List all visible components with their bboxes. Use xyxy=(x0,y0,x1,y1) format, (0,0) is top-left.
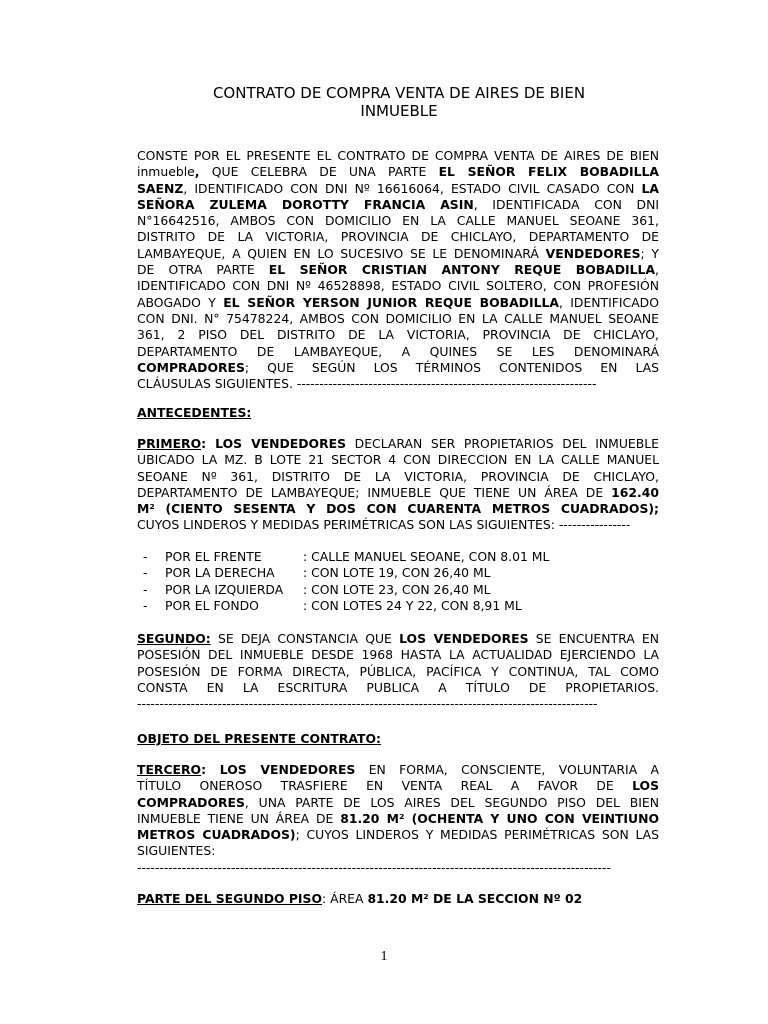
text-run: EL SEÑOR FELIX BOBADILLA xyxy=(438,164,659,180)
objeto-heading: OBJETO DEL PRESENTE CONTRATO: xyxy=(137,731,381,746)
text-run: DEPARTAMENTO DE LAMBAYEQUE; INMUEBLE QUE TIENE UN ÁREA DE xyxy=(137,484,612,500)
text-run: , xyxy=(655,262,659,278)
text-run: SEOANE Nº 361, DISTRITO DE LA VICTORIA, PROVINCIA DE CHICLAYO, xyxy=(137,468,659,484)
lindero-dash: - xyxy=(143,597,148,613)
lindero-item xyxy=(143,565,549,581)
text-line xyxy=(137,262,659,278)
text-line xyxy=(137,311,659,327)
text-run: PARTE DEL SEGUNDO PISO xyxy=(137,891,322,906)
lindero-label: POR EL FONDO xyxy=(165,597,259,613)
text-run: SEGUNDO: xyxy=(137,631,211,646)
intro-paragraph xyxy=(137,148,659,392)
text-line xyxy=(137,778,659,794)
text-run: , xyxy=(194,164,200,180)
lindero-dash: - xyxy=(143,549,148,564)
text-run: ; Y xyxy=(640,245,659,261)
document-title xyxy=(160,84,638,120)
text-run: : LOS VENDEDORES xyxy=(201,762,356,777)
text-line xyxy=(137,436,659,452)
text-run: CONSTA EN LA ESCRITURA PUBLICA A TÍTULO DE PROPIETARIOS. xyxy=(137,679,659,695)
lindero-label: POR EL FRENTE xyxy=(165,549,262,564)
text-run: LA xyxy=(641,180,659,196)
text-run: SEÑORA ZULEMA DOROTTY FRANCIA ASIN xyxy=(137,196,474,212)
text-line xyxy=(137,376,659,392)
lindero-label: POR LA DERECHA xyxy=(165,565,275,581)
page-number: 1 xyxy=(380,949,388,964)
text-run: : LOS VENDEDORES xyxy=(201,436,346,451)
lindero-value: : CON LOTE 23, CON 26,40 ML xyxy=(303,581,491,597)
text-run: POSESIÓN DEL INMUEBLE DESDE 1968 HASTA LA ACTUALIDAD EJERCIENDO LA xyxy=(137,647,659,663)
text-run: SIGUIENTES: xyxy=(137,843,216,859)
text-run: ; QUE SEGÚN LOS TÉRMINOS CONTENIDOS EN LAS xyxy=(244,359,659,375)
text-line xyxy=(137,631,659,647)
text-run: CUYOS LINDEROS Y MEDIDAS PERIMÉTRICAS SON LAS SIGUIENTES: ---------------- xyxy=(137,517,631,533)
text-run: N°16642516, AMBOS CON DOMICILIO EN LA CALLE MANUEL SEOANE 361, xyxy=(137,213,659,229)
text-run: , IDENTIFICADO CON DNI Nº 16616064, ESTADO CIVIL CASADO CON xyxy=(183,180,642,196)
text-run: TÍTULO ONEROSO TRASFIERE EN VENTA REAL A FAVOR DE xyxy=(137,778,633,794)
text-line xyxy=(137,811,659,827)
text-run: M² (CIENTO SESENTA Y DOS CON CUARENTA METROS CUADRADOS); xyxy=(137,501,659,517)
text-line xyxy=(137,860,659,876)
antecedentes-heading: ANTECEDENTES: xyxy=(137,405,252,420)
text-line xyxy=(137,501,659,517)
text-line xyxy=(137,229,659,245)
text-run: PRIMERO xyxy=(137,436,202,451)
text-run: LAMBAYEQUE, A QUIEN EN LO SUCESIVO SE LE DENOMINARÁ xyxy=(137,245,546,261)
text-run: LOS VENDEDORES xyxy=(399,631,529,646)
text-run: inmueble xyxy=(137,164,195,180)
lindero-value: : CALLE MANUEL SEOANE, CON 8.01 ML xyxy=(303,549,550,564)
text-run: ---------------------------------------------------------------------------------------------------------- xyxy=(137,859,611,875)
text-run: 81.20 M² DE LA SECCION Nº 02 xyxy=(367,891,583,906)
lindero-item xyxy=(143,598,549,614)
text-run: 162.40 xyxy=(611,484,659,500)
text-line xyxy=(137,164,659,180)
text-line xyxy=(137,680,659,696)
text-line xyxy=(137,181,659,197)
text-run: UBICADO LA MZ. B LOTE 21 SECTOR 4 CON DIRECCION EN LA CALLE MANUEL xyxy=(137,452,659,468)
text-line xyxy=(137,485,659,501)
text-run: , IDENTIFICADO xyxy=(558,294,659,310)
text-line xyxy=(137,213,659,229)
text-run: EN FORMA, CONSCIENTE, VOLUNTARIA A xyxy=(355,762,659,777)
text-run: TERCERO xyxy=(137,762,202,777)
lindero-label: POR LA IZQUIERDA xyxy=(165,581,284,597)
text-run: IDENTIFICADO CON DNI Nº 46528898, ESTADO CIVIL SOLTERO, CON PROFESIÓN xyxy=(137,278,659,294)
text-line xyxy=(137,795,659,811)
lindero-value: : CON LOTE 19, CON 26,40 ML xyxy=(303,565,491,581)
parte-segundo-piso xyxy=(137,891,659,907)
text-run: COMPRADORES xyxy=(137,794,245,810)
text-run: METROS CUADRADOS) xyxy=(137,827,296,843)
lindero-dash: - xyxy=(143,565,148,581)
lindero-value: : CON LOTES 24 Y 22, CON 8,91 ML xyxy=(303,597,522,613)
text-line xyxy=(137,452,659,468)
text-line xyxy=(137,517,659,533)
text-run: SE ENCUENTRA EN xyxy=(528,631,659,646)
text-run: SE DEJA CONSTANCIA QUE xyxy=(210,631,400,646)
linderos-list xyxy=(143,549,549,614)
text-run: COMPRADORES xyxy=(137,359,245,375)
text-run: ; CUYOS LINDEROS Y MEDIDAS PERIMÉTRICAS SON LAS xyxy=(295,827,660,843)
text-run: LOS xyxy=(632,778,659,794)
text-run: : ÁREA xyxy=(321,891,368,906)
title-line-1: CONTRATO DE COMPRA VENTA DE AIRES DE BIEN xyxy=(212,84,586,102)
text-run: SAENZ xyxy=(137,180,184,196)
text-run: 81.20 M² (OCHENTA Y UNO CON VEINTIUNO xyxy=(340,810,660,826)
text-line xyxy=(137,664,659,680)
text-line xyxy=(137,843,659,859)
text-run: INMUEBLE TIENE UN ÁREA DE xyxy=(137,810,341,826)
text-run: CON DNI. N° 75478224, AMBOS CON DOMICILIO EN LA CALLE MANUEL SEOANE xyxy=(137,310,659,326)
text-run: EL SEÑOR YERSON JUNIOR REQUE BOBADILLA xyxy=(223,294,559,310)
text-run: POSESIÓN DE FORMA DIRECTA, PÚBLICA, PACÍFICA Y CONTINUA, TAL COMO xyxy=(137,663,659,679)
text-run: CLÁUSULAS SIGUIENTES. ------------------------------------------------------------------- xyxy=(137,376,597,392)
text-line xyxy=(137,762,659,778)
text-line xyxy=(137,278,659,294)
clause-primero xyxy=(137,436,659,534)
text-line xyxy=(137,827,659,843)
lindero-dash: - xyxy=(143,581,148,597)
text-line xyxy=(137,295,659,311)
text-line xyxy=(137,469,659,485)
text-line xyxy=(137,360,659,376)
text-line xyxy=(137,197,659,213)
text-run: EL SEÑOR CRISTIAN ANTONY REQUE BOBADILLA xyxy=(268,262,656,278)
text-run: ------------------------------------------------------------------------------------------------------- xyxy=(137,696,598,712)
lindero-item xyxy=(143,582,549,598)
text-run: QUE CELEBRA DE UNA PARTE xyxy=(199,164,439,180)
text-line xyxy=(137,891,659,907)
lindero-item xyxy=(143,549,549,565)
text-line xyxy=(137,344,659,360)
text-run: CONSTE POR EL PRESENTE EL CONTRATO DE COMPRA VENTA DE AIRES DE BIEN xyxy=(137,148,659,163)
text-run: DEPARTAMENTO DE LAMBAYEQUE, A QUINES SE LES DENOMINARÁ xyxy=(137,343,659,359)
text-run: ABOGADO Y xyxy=(137,294,224,310)
text-line xyxy=(137,327,659,343)
text-run: VENDEDORES xyxy=(545,245,641,261)
title-line-2: INMUEBLE xyxy=(360,102,438,120)
text-run: , IDENTIFICADA CON DNI xyxy=(473,196,659,212)
text-run: , UNA PARTE DE LOS AIRES DEL SEGUNDO PISO DEL BIEN xyxy=(244,794,659,810)
text-line xyxy=(137,246,659,262)
clause-tercero xyxy=(137,762,659,876)
text-line xyxy=(137,148,659,164)
text-run: 361, 2 PISO DEL DISTRITO DE LA VICTORIA, PROVINCIA DE CHICLAYO, xyxy=(137,327,659,343)
clause-segundo xyxy=(137,631,659,712)
text-run: DE OTRA PARTE xyxy=(137,262,269,278)
text-line xyxy=(137,696,659,712)
text-run: DISTRITO DE LA VICTORIA, PROVINCIA DE CHICLAYO, DEPARTAMENTO DE xyxy=(137,229,659,245)
text-run: DECLARAN SER PROPIETARIOS DEL INMUEBLE xyxy=(346,436,659,451)
text-line xyxy=(137,647,659,663)
